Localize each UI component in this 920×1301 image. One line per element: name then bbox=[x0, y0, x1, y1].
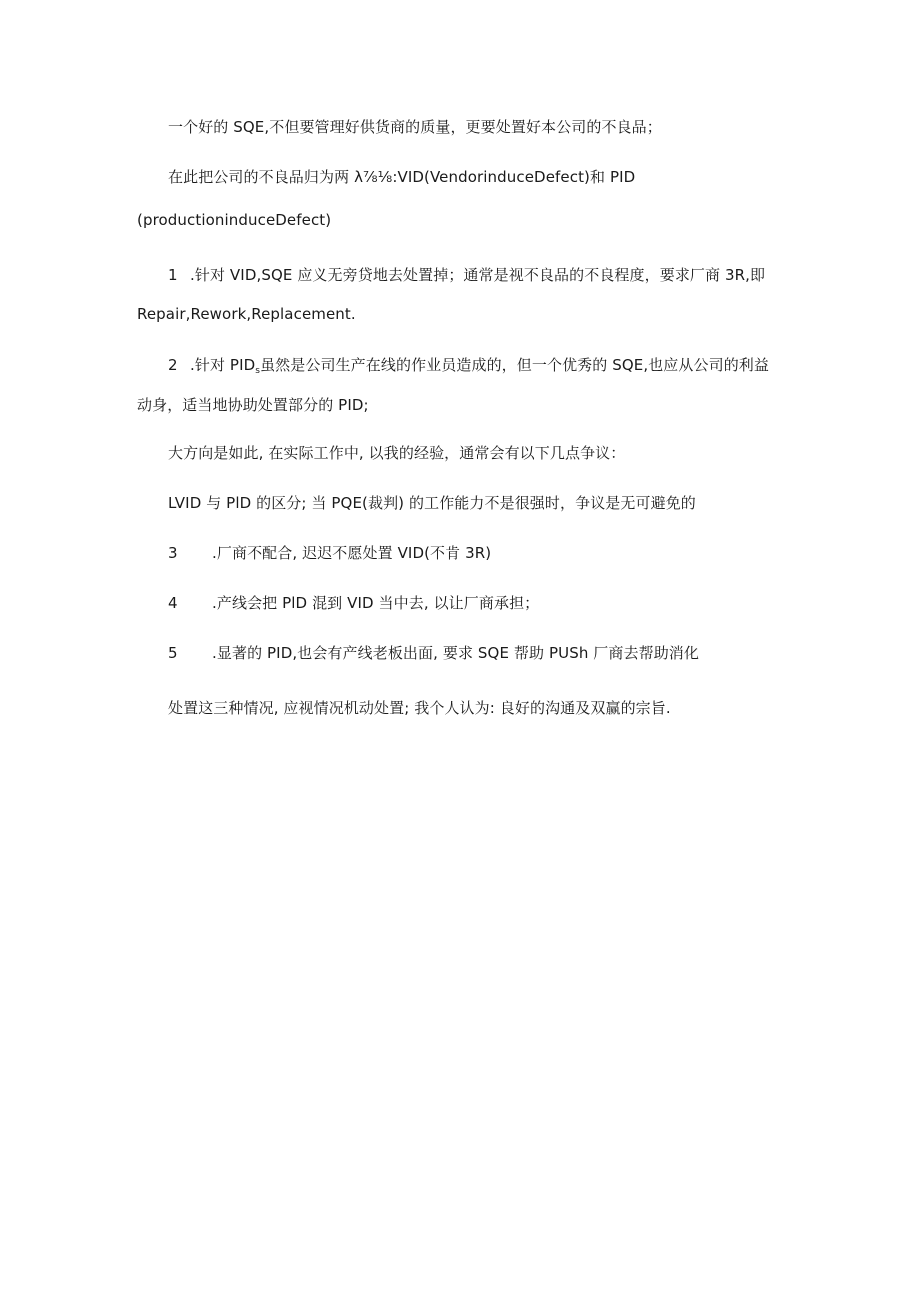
paragraph-classification-line1: 在此把公司的不良品归为两 λ⅞⅛:VID(VendorinduceDefect)和 PID bbox=[168, 168, 636, 186]
list-item-4 bbox=[168, 593, 539, 613]
list-item-text: .显著的 PID,也会有产线老板出面, 要求 SQE 帮助 PUSh 厂商去帮助消化 bbox=[212, 644, 699, 662]
list-item-number: 5 bbox=[168, 644, 178, 662]
list-item-text: .产线会把 PlD 混到 VID 当中去, 以让厂商承担； bbox=[212, 594, 540, 612]
list-item-text: .厂商不配合, 迟迟不愿处置 VID(不肯 3R) bbox=[212, 544, 492, 562]
list-item-2 bbox=[168, 355, 769, 381]
paragraph-intro: 一个好的 SQE,不但要管理好供货商的质量，更要处置好本公司的不良品； bbox=[168, 118, 662, 136]
list-item-number: 4 bbox=[168, 594, 178, 612]
list-item-number: 3 bbox=[168, 544, 178, 562]
list-item-subscript: s bbox=[255, 366, 261, 376]
list-item-text-pre: .针对 PID bbox=[190, 356, 256, 374]
list-item-1 bbox=[168, 265, 765, 285]
list-item-2-continuation: 动身，适当地协助处置部分的 PID; bbox=[137, 396, 369, 414]
list-item-1-continuation: Repair,Rework,Replacement. bbox=[137, 305, 356, 323]
list-item-text-post: 虽然是公司生产在线的作业员造成的，但一个优秀的 SQE,也应从公司的利益 bbox=[260, 356, 770, 374]
paragraph-classification-line2: (productioninduceDefect) bbox=[137, 211, 332, 229]
paragraph-disputes-intro: 大方向是如此, 在实际工作中, 以我的经验，通常会有以下几点争议： bbox=[168, 444, 626, 462]
list-item-number: 2 bbox=[168, 356, 178, 374]
paragraph-conclusion: 处置这三种情况, 应视情况机动处置; 我个人认为: 良好的沟通及双赢的宗旨. bbox=[168, 699, 671, 717]
paragraph-dispute-1: LVID 与 PlD 的区分; 当 PQE(裁判) 的工作能力不是很强时，争议是无可避免的 bbox=[168, 494, 696, 512]
list-item-3 bbox=[168, 543, 491, 563]
list-item-number: 1 bbox=[168, 266, 178, 284]
list-item-5 bbox=[168, 643, 699, 663]
list-item-text: .针对 VID,SQE 应义无旁贷地去处置掉；通常是视不良品的不良程度，要求厂商 3R,即 bbox=[190, 266, 766, 284]
